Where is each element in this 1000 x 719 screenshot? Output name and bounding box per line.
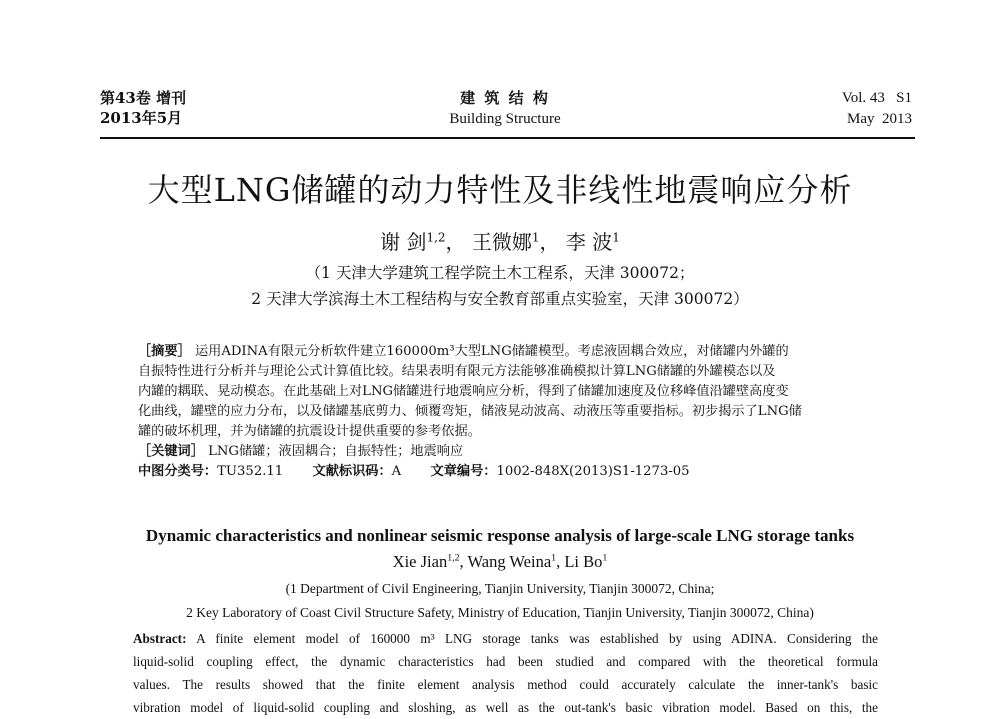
author-3-affil-en: 1 [602, 552, 608, 564]
article-no-label: 文章编号： [430, 464, 497, 479]
author-2-affil-en: 1 [551, 552, 557, 564]
affiliation-2-en: 2 Key Laboratory of Coast Civil Structure Safety, Ministry of Education, Tianjin University, Tianjin 300072, China) [186, 605, 814, 620]
classification-line [138, 462, 878, 482]
affiliation-1-en: (1 Department of Civil Engineering, Tianjin University, Tianjin 300072, China; [285, 581, 715, 596]
abstract-en-line: vibration model of liquid-solid coupling and sloshing, as well as the out-tank's basic vibration model. Based on this, the [133, 700, 878, 715]
journal-date-en: May 2013 [847, 111, 912, 127]
article-no-value: 1002-848X(2013)S1-1273-05 [496, 464, 690, 479]
abstract-cn [138, 342, 878, 482]
journal-date: 2013年5月 [100, 109, 183, 127]
abstract-en-line: values. The results showed that the finite element analysis method could accurately calculate the inner-tank's basic [133, 677, 878, 692]
author-list-en [0, 552, 1000, 572]
abstract-en-line: Abstract: A finite element model of 160000 m³ LNG storage tanks was established by using ADINA. Considering the [133, 631, 878, 646]
author-sep-en: , [459, 552, 468, 571]
author-sep: ， [539, 230, 560, 254]
affiliation-2: 2 天津大学滨海土木工程结构与安全教育部重点实验室，天津 300072） [251, 290, 749, 308]
keywords-label: ［关键词］ [138, 444, 204, 459]
author-3-affil: 1 [612, 230, 620, 245]
doc-code-value: A [391, 464, 402, 479]
author-list [0, 228, 1000, 256]
abstract-cn-line: 化曲线，罐壁的应力分布，以及储罐基底剪力、倾覆弯矩，储液晃动波高、动液压等重要指标。初步揭示了LNG储 [138, 404, 802, 419]
keywords-line [138, 442, 878, 462]
paper-title: 大型LNG储罐的动力特性及非线性地震响应分析 [147, 171, 853, 209]
author-1-affil-en: 1,2 [447, 552, 460, 564]
paper-title-en: Dynamic characteristics and nonlinear seismic response analysis of large-scale LNG storage tanks [145, 526, 855, 545]
abstract-cn-label: ［摘要］ [138, 344, 191, 359]
affiliation-1: （1 天津大学建筑工程学院土木工程系，天津 300072； [305, 264, 695, 282]
doc-code-label: 文献标识码： [312, 464, 392, 479]
author-3: 李 波 [565, 230, 613, 254]
journal-name-en: Building Structure [449, 111, 561, 127]
keywords: LNG储罐；液固耦合；自振特性；地震响应 [208, 444, 464, 459]
journal-vol-en: Vol. 43 S1 [841, 90, 912, 106]
author-1: 谢 剑 [380, 230, 427, 254]
author-2-affil: 1 [531, 230, 540, 245]
abstract-en-label: Abstract: [133, 631, 187, 646]
author-2-en: Wang Weina [467, 552, 552, 571]
author-1-affil: 1,2 [426, 230, 446, 245]
author-1-en: Xie Jian [392, 552, 448, 571]
abstract-cn-line: 罐的破坏机理，并为储罐的抗震设计提供重要的参考依据。 [138, 424, 481, 439]
author-sep: ， [445, 230, 466, 254]
journal-name-cn: 建 筑 结 构 [460, 89, 550, 107]
clc-label: 中图分类号： [138, 464, 218, 479]
author-2: 王微娜 [471, 230, 532, 254]
abstract-cn-line: 内罐的耦联、晃动模态。在此基础上对LNG储罐进行地震响应分析，得到了储罐加速度及位移峰值沿罐壁高度变 [138, 384, 789, 399]
abstract-cn-line: 自振特性进行分析并与理论公式计算值比较。结果表明有限元方法能够准确模拟计算LNG储罐的外罐模态以及 [138, 364, 776, 379]
clc-value: TU352.11 [217, 464, 284, 479]
journal-volume: 第43卷 增刊 [100, 89, 187, 107]
abstract-en-line: liquid-solid coupling effect, the dynamic characteristics had been studied and compared with the theoretical formula [133, 654, 878, 669]
abstract-cn-line: ［摘要］ 运用ADINA有限元分析软件建立160000m³大型LNG储罐模型。考虑液固耦合效应，对储罐内外罐的 [138, 344, 789, 359]
abstract-en [133, 627, 878, 719]
author-sep-en: , [556, 552, 565, 571]
header-rule [100, 137, 915, 139]
author-3-en: Li Bo [564, 552, 603, 571]
